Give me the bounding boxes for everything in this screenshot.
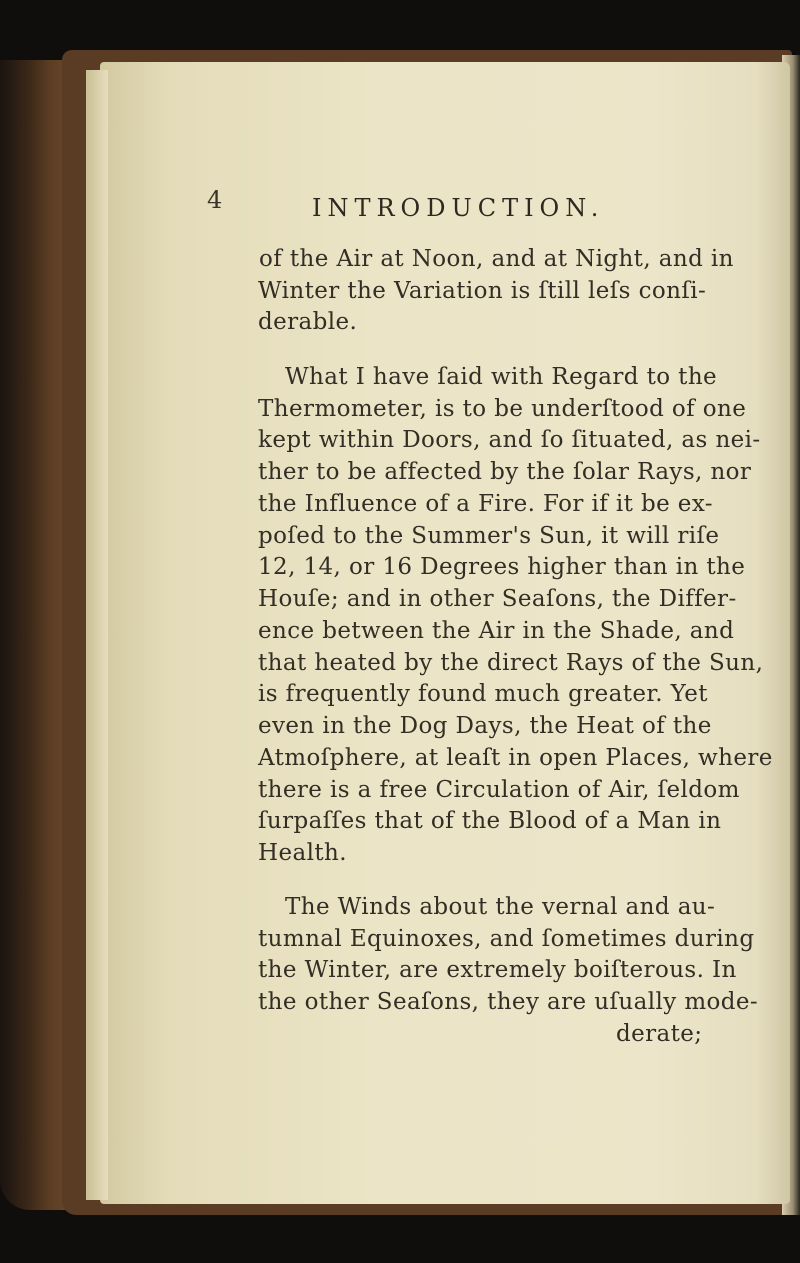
text-line: kept within Doors, and ſo ſituated, as nei- (258, 427, 761, 453)
text-line: poſed to the Summer's Sun, it will riſe (258, 523, 720, 549)
page-gutter (86, 70, 108, 1200)
text-line: tumnal Equinoxes, and ſometimes during (258, 926, 755, 952)
text-line: even in the Dog Days, the Heat of the (258, 713, 712, 739)
text-line: of the Air at Noon, and at Night, and in (259, 246, 734, 272)
text-line: ſurpaſſes that of the Blood of a Man in (258, 808, 722, 834)
text-line: The Winds about the vernal and au- (285, 894, 716, 920)
text-line: 12, 14, or 16 Degrees higher than in the (258, 554, 746, 580)
text-line: the Winter, are extremely boiſterous. In (258, 957, 737, 983)
text-line: is frequently found much greater. Yet (258, 681, 708, 707)
text-line: the Influence of a Fire. For if it be ex- (258, 491, 713, 517)
catchword: derate; (616, 1021, 703, 1047)
text-line: Winter the Variation is ſtill leſs conſi- (258, 278, 707, 304)
text-line: there is a free Circulation of Air, ſeldom (258, 777, 740, 803)
text-line: Thermometer, is to be underſtood of one (258, 396, 747, 422)
text-line: Health. (258, 840, 347, 866)
text-line: derable. (258, 309, 358, 335)
book-spine (0, 60, 70, 1210)
running-head: INTRODUCTION. (312, 194, 605, 222)
text-line: Houſe; and in other Seaſons, the Differ- (258, 586, 737, 612)
text-line: What I have ſaid with Regard to the (285, 364, 718, 390)
text-line: Atmoſphere, at leaſt in open Places, where (258, 745, 773, 771)
text-line: ence between the Air in the Shade, and (258, 618, 735, 644)
page-number: 4 (207, 186, 223, 214)
text-line: the other Seaſons, they are uſually mode- (258, 989, 759, 1015)
text-line: that heated by the direct Rays of the Sun, (258, 650, 764, 676)
text-line: ther to be affected by the ſolar Rays, nor (258, 459, 752, 485)
